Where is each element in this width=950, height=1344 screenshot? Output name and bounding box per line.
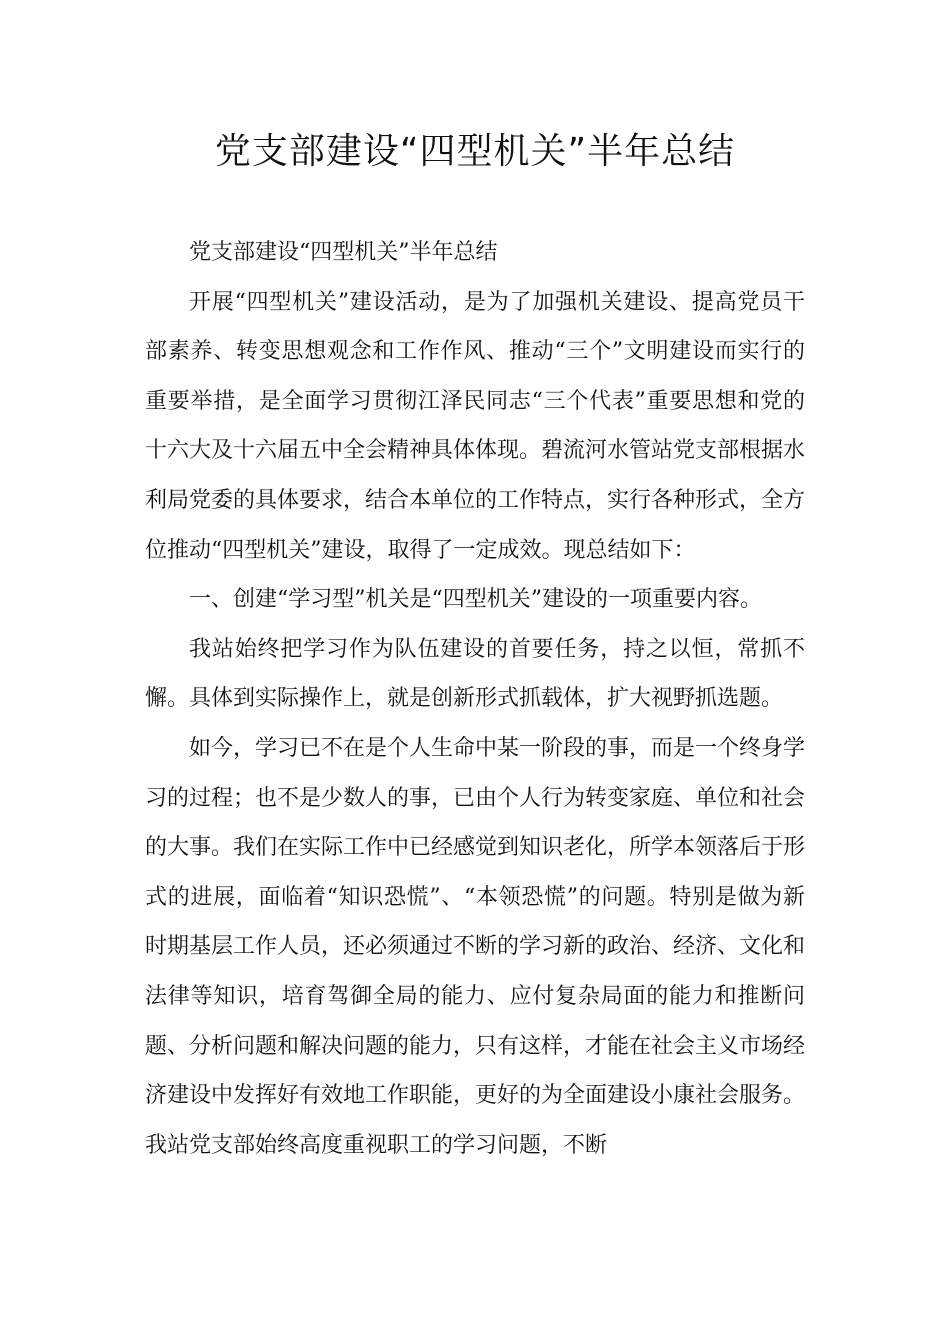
paragraph-subtitle: 党支部建设“四型机关”半年总结 xyxy=(189,240,498,265)
paragraph-study-task: 我站始终把学习作为队伍建设的首要任务，持之以恒，常抓不懈。具体到实际操作上，就是创新形式抓载体，扩大视野抓选题。 xyxy=(145,636,805,712)
document-title: 党支部建设“四型机关”半年总结 xyxy=(214,131,736,172)
paragraph-lifelong-learning: 如今，学习已不在是个人生命中某一阶段的事，而是一个终身学习的过程；也不是少数人的事，已由个人行为转变家庭、单位和社会的大事。我们在实际工作中已经感觉到知识老化，所学本领落后于形式的进展，面临着“知识恐慌”、“本领恐慌”的问题。特别是做为新时期基层工作人员，还必须通过不断的学习新的政治、经济、文化和法律等知识，培育驾御全局的能力、应付复杂局面的能力和推断问题、分析问题和解决问题的能力，只有这样，才能在社会主义市场经济建设中发挥好有效地工作职能，更好的为全面建设小康社会服务。我站党支部始终高度重视职工的学习问题，不断 xyxy=(145,735,806,1158)
document-body xyxy=(145,228,805,1170)
paragraph-intro: 开展“四型机关”建设活动，是为了加强机关建设、提高党员干部素养、转变思想观念和工作作风、推动“三个”文明建设而实行的重要举措，是全面学习贯彻江泽民同志“三个代表”重要思想和党的十六大及十六届五中全会精神具体体现。碧流河水管站党支部根据水利局党委的具体要求，结合本单位的工作特点，实行各种形式，全方位推动“四型机关”建设，取得了一定成效。现总结如下： xyxy=(145,289,806,563)
paragraph-section-heading: 一、创建“学习型”机关是“四型机关”建设的一项重要内容。 xyxy=(189,587,762,613)
